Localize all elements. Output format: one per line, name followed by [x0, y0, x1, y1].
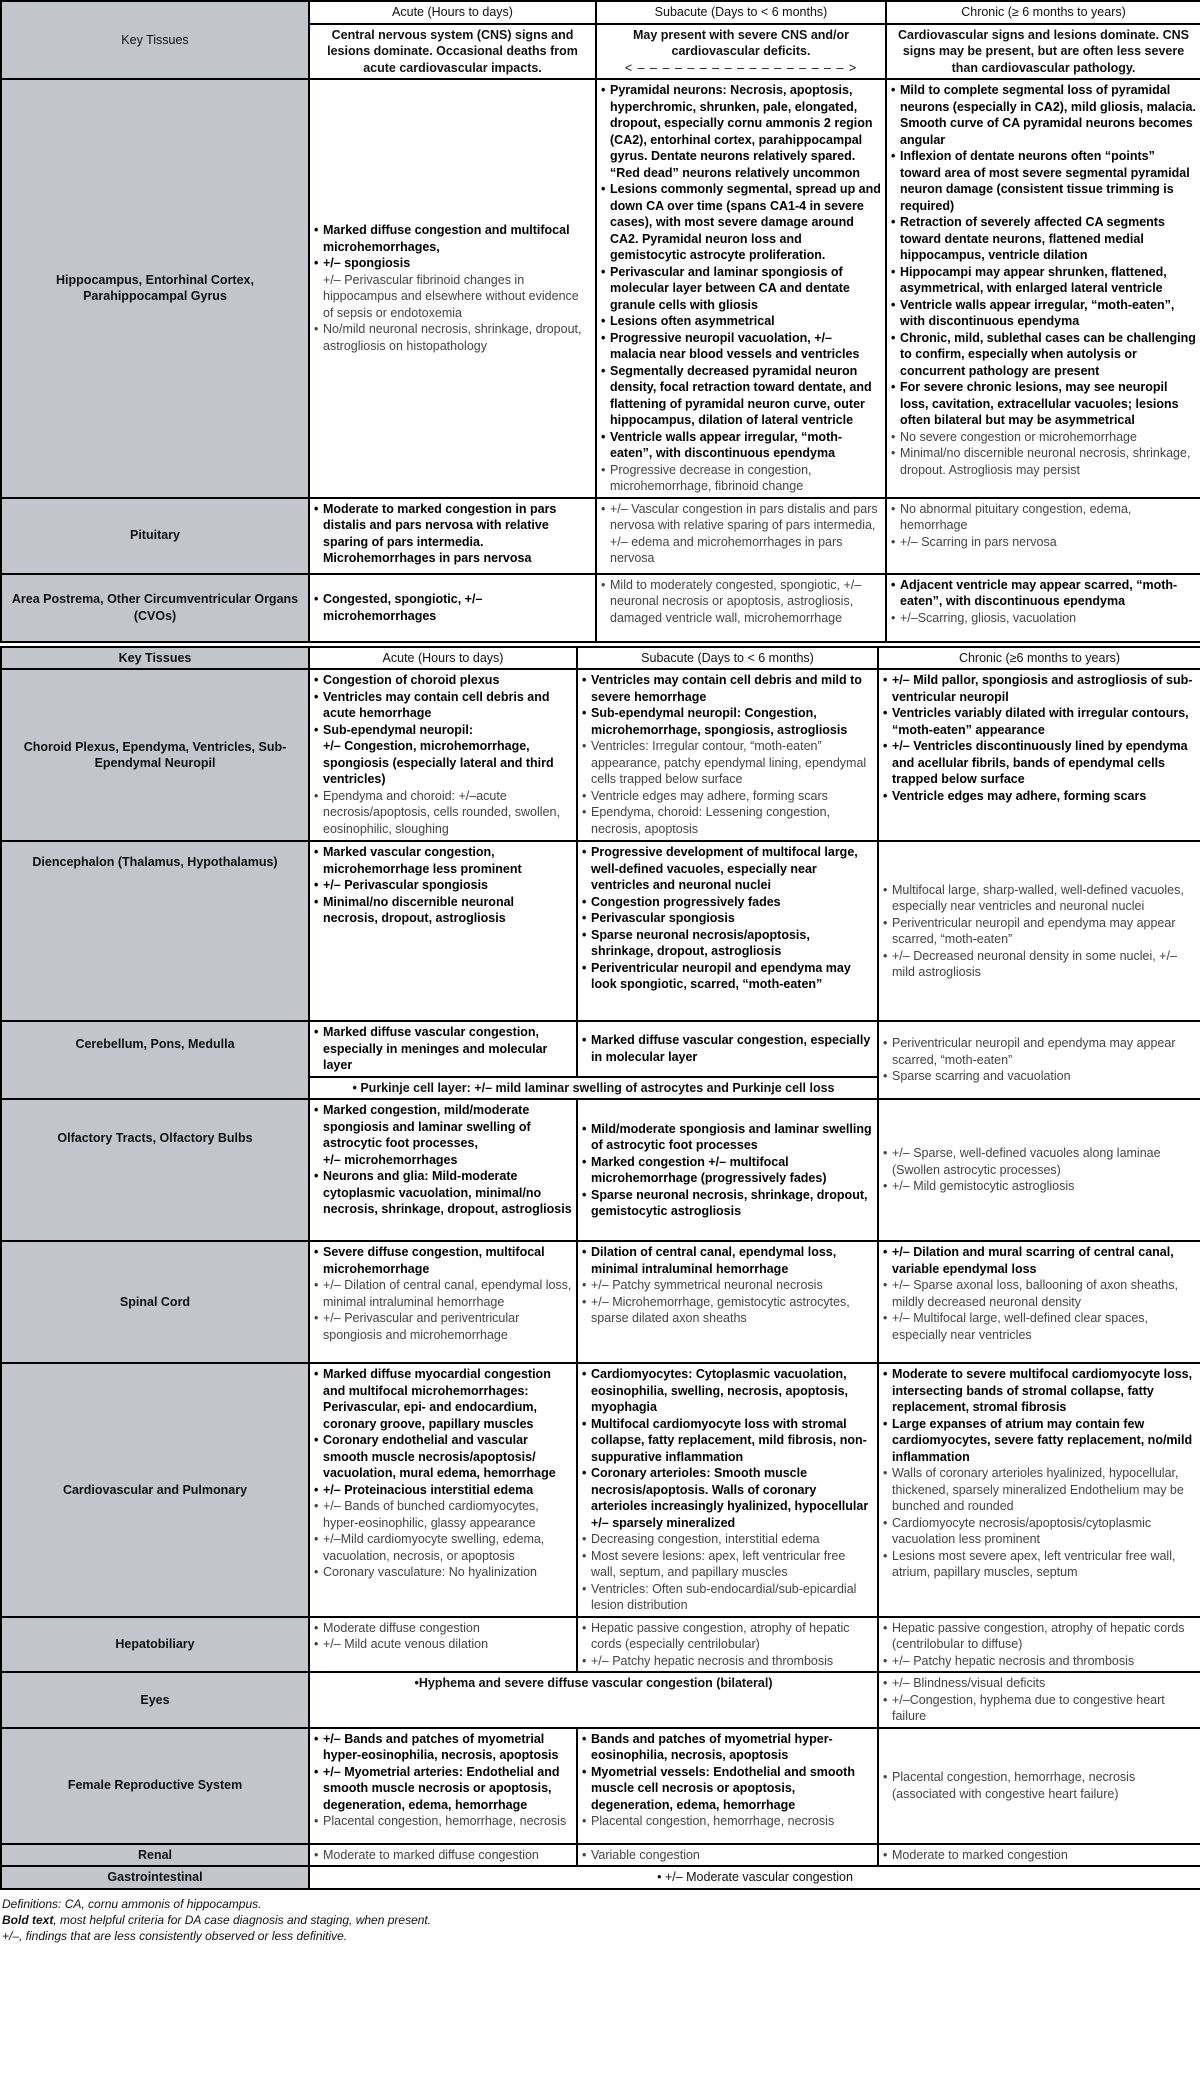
finding-list	[314, 1731, 572, 1830]
finding-item: • Marked vascular congestion, microhemorrhage less prominent	[314, 844, 572, 877]
cell-gastro-span: • +/– Moderate vascular congestion	[309, 1866, 1200, 1889]
finding-list	[883, 1769, 1196, 1802]
cell-choroid-subacute	[577, 669, 878, 841]
header2-key-tissues: Key Tissues	[1, 647, 309, 670]
finding-list	[582, 1121, 873, 1220]
finding-list	[883, 1675, 1196, 1725]
cell-diencephalon-subacute	[577, 841, 878, 1021]
cell-cardio-acute	[309, 1363, 577, 1617]
finding-item: • Progressive neuropil vacuolation, +/– malacia near blood vessels and ventricles	[601, 330, 881, 363]
cell-eyes-span: •Hyphema and severe diffuse vascular congestion (bilateral)	[309, 1672, 878, 1728]
finding-item: • Congested, spongiotic, +/– microhemorrhages	[314, 591, 591, 624]
finding-item: • Marked diffuse vascular congestion, especially in meninges and molecular layer	[314, 1024, 572, 1074]
cell-olfactory-subacute	[577, 1099, 878, 1241]
finding-item: • Variable congestion	[582, 1847, 873, 1864]
cell-spinal-acute	[309, 1241, 577, 1363]
finding-list	[314, 844, 572, 927]
finding-item: • +/–Mild cardiomyocyte swelling, edema, vacuolation, necrosis, or apoptosis	[314, 1531, 572, 1564]
finding-list	[883, 1847, 1196, 1864]
table-part-2	[0, 646, 1200, 1890]
finding-item: • Sparse scarring and vacuolation	[883, 1068, 1196, 1085]
finding-item: • +/– Bands and patches of myometrial hyper-eosinophilia, necrosis, apoptosis	[314, 1731, 572, 1764]
row-pituitary	[1, 498, 1200, 574]
tissue-cerebellum: Cerebellum, Pons, Medulla	[1, 1021, 309, 1099]
finding-item: • +/– Vascular congestion in pars distalis and pars nervosa with relative sparing of pars intermedia, +/– edema and microhemorrhages in pars nervosa	[601, 501, 881, 567]
finding-item: • +/– Decreased neuronal density in some nuclei, +/– mild astrogliosis	[883, 948, 1196, 981]
finding-item: • +/– Mild gemistocytic astrogliosis	[883, 1178, 1196, 1195]
row-diencephalon	[1, 841, 1200, 1021]
tissue-olfactory: Olfactory Tracts, Olfactory Bulbs	[1, 1099, 309, 1241]
finding-list	[582, 1847, 873, 1864]
finding-item: • Mild to complete segmental loss of pyramidal neurons (especially in CA2), mild gliosis, malacia. Smooth curve of CA pyramidal neurons becomes angular	[891, 82, 1196, 148]
cell-spinal-chronic	[878, 1241, 1200, 1363]
subacute-arrow: < – – – – – – – – – – – – – – – – – >	[624, 60, 858, 75]
finding-item: • +/–Congestion, hyphema due to congestive heart failure	[883, 1692, 1196, 1725]
finding-item: • Cardiomyocytes: Cytoplasmic vacuolation, eosinophilia, swelling, necrosis, apoptosis, myophagia	[582, 1366, 873, 1416]
finding-item: • Placental congestion, hemorrhage, necrosis	[582, 1813, 873, 1830]
finding-list	[582, 1032, 873, 1065]
finding-item: • Pyramidal neurons: Necrosis, apoptosis, hyperchromic, shrunken, pale, elongated, dropout, especially cornu ammonis 2 region (CA2), entorhinal cortex, parahippocampal gyrus. Dentate neurons relatively spared. “Red dead” neurons relatively uncommon	[601, 82, 881, 181]
finding-item: • +/–Scarring, gliosis, vacuolation	[891, 610, 1196, 627]
row-female	[1, 1728, 1200, 1844]
finding-list	[582, 1620, 873, 1670]
header-chronic-note: Cardiovascular signs and lesions dominate. CNS signs may be present, but are often less severe than cardiovascular pathology.	[886, 24, 1200, 80]
finding-item: • Ependyma and choroid: +/–acute necrosis/apoptosis, cells rounded, swollen, eosinophilic, sloughing	[314, 788, 572, 838]
cell-cerebellum-subacute	[577, 1021, 878, 1077]
finding-list	[601, 82, 881, 495]
row-cardio	[1, 1363, 1200, 1617]
finding-item: • Bands and patches of myometrial hyper-eosinophilia, necrosis, apoptosis	[582, 1731, 873, 1764]
finding-item: • Periventricular neuropil and ependyma may appear scarred, “moth-eaten”	[883, 1035, 1196, 1068]
finding-list	[314, 501, 591, 567]
finding-item: • Periventricular neuropil and ependyma may look spongiotic, scarred, “moth-eaten”	[582, 960, 873, 993]
row-hepato	[1, 1617, 1200, 1673]
tissue-choroid: Choroid Plexus, Ependyma, Ventricles, Sub-Ependymal Neuropil	[1, 669, 309, 841]
finding-item: • Coronary arterioles: Smooth muscle necrosis/apoptosis. Walls of coronary arterioles increasingly hyalinized, hypocellular	[582, 1465, 873, 1515]
footnotes	[0, 1890, 1200, 1945]
cell-hepato-acute	[309, 1617, 577, 1673]
finding-item: • Moderate to severe multifocal cardiomyocyte loss, intersecting bands of stromal collapse, fatty replacement, stromal fibrosis	[883, 1366, 1196, 1416]
finding-item: • Walls of coronary arterioles hyalinized, hypocellular, thickened, sparsely mineralized Endothelium may be bunched and rounded	[883, 1465, 1196, 1515]
finding-item: • Coronary endothelial and vascular smooth muscle necrosis/apoptosis/ vacuolation, mural edema, hemorrhage	[314, 1432, 572, 1482]
finding-item: • Ventricles may contain cell debris and acute hemorrhage	[314, 689, 572, 722]
finding-item: • Dilation of central canal, ependymal loss, minimal intraluminal hemorrhage	[582, 1244, 873, 1277]
finding-list	[582, 1244, 873, 1327]
cell-female-chronic	[878, 1728, 1200, 1844]
cell-olfactory-acute	[309, 1099, 577, 1241]
table-part-1	[0, 0, 1200, 643]
tissue-gastro: Gastrointestinal	[1, 1866, 309, 1889]
finding-item: • Ventricle walls appear irregular, “moth-eaten”, with discontinuous ependyma	[601, 429, 881, 462]
finding-item: +/– sparsely mineralized	[591, 1515, 736, 1530]
row-cerebellum	[1, 1021, 1200, 1077]
cell-hippocampus-subacute	[596, 79, 886, 498]
tissue-area-postrema: Area Postrema, Other Circumventricular Organs (CVOs)	[1, 574, 309, 642]
cell-hepato-subacute	[577, 1617, 878, 1673]
finding-item: • Marked congestion, mild/moderate spongiosis and laminar swelling of astrocytic foot processes,	[314, 1102, 572, 1152]
cell-area-postrema-subacute	[596, 574, 886, 642]
tissue-eyes: Eyes	[1, 1672, 309, 1728]
cell-renal-acute	[309, 1844, 577, 1867]
finding-item: • +/– Scarring in pars nervosa	[891, 534, 1196, 551]
finding-item: • Coronary vasculature: No hyalinization	[314, 1564, 572, 1581]
row-renal	[1, 1844, 1200, 1867]
finding-list	[314, 1244, 572, 1343]
finding-item: • +/– Perivascular and periventricular spongiosis and microhemorrhage	[314, 1310, 572, 1343]
finding-item: • Neurons and glia: Mild-moderate cytoplasmic vacuolation, minimal/no necrosis, shrinkage, dropout, astrogliosis	[314, 1168, 572, 1218]
cell-hippocampus-chronic	[886, 79, 1200, 498]
finding-item: • Ventricles: Irregular contour, “moth-eaten” appearance, patchy ependymal lining, ependymal cells trapped below surface	[582, 738, 873, 788]
finding-list	[883, 672, 1196, 804]
cell-choroid-chronic	[878, 669, 1200, 841]
cell-pituitary-subacute	[596, 498, 886, 574]
tissue-hepato: Hepatobiliary	[1, 1617, 309, 1673]
row-eyes	[1, 1672, 1200, 1728]
finding-item: • Large expanses of atrium may contain few cardiomyocytes, severe fatty replacement, no/mild inflammation	[883, 1416, 1196, 1466]
finding-item: • Minimal/no discernible neuronal necrosis, shrinkage, dropout. Astrogliosis may persist	[891, 445, 1196, 478]
finding-item: • Severe diffuse congestion, multifocal microhemorrhage	[314, 1244, 572, 1277]
finding-list	[314, 1366, 572, 1581]
header-key-tissues: Key Tissues	[1, 1, 309, 79]
finding-item: • +/– Proteinacious interstitial edema	[314, 1482, 572, 1499]
finding-list	[883, 1366, 1196, 1581]
finding-item: • Segmentally decreased pyramidal neuron density, focal retraction toward dentate, and flattening of pyramidal neuron curve, outer hippocampus, dilation of lateral ventricle	[601, 363, 881, 429]
finding-item: • Moderate diffuse congestion	[314, 1620, 572, 1637]
finding-item: • +/– Ventricles discontinuously lined by ependyma and acellular fibrils, bands of ependymal cells trapped below surface	[883, 738, 1196, 788]
finding-item: • +/– Perivascular spongiosis	[314, 877, 572, 894]
row-olfactory	[1, 1099, 1200, 1241]
finding-item: • Periventricular neuropil and ependyma may appear scarred, “moth-eaten”	[883, 915, 1196, 948]
row-hippocampus	[1, 79, 1200, 498]
tissue-renal: Renal	[1, 1844, 309, 1867]
finding-list	[582, 844, 873, 993]
finding-item: • +/– Microhemorrhage, gemistocytic astrocytes, sparse dilated axon sheaths	[582, 1294, 873, 1327]
finding-list	[883, 1035, 1196, 1085]
finding-list	[582, 1366, 873, 1614]
finding-item: • +/– Multifocal large, well-defined clear spaces, especially near ventricles	[883, 1310, 1196, 1343]
cell-renal-chronic	[878, 1844, 1200, 1867]
finding-item: • Hepatic passive congestion, atrophy of hepatic cords (centrilobular to diffuse)	[883, 1620, 1196, 1653]
finding-item: • Marked diffuse myocardial congestion and multifocal microhemorrhages: Perivascular, epi- and endocardium, coronary groove, papillary muscles	[314, 1366, 572, 1432]
finding-list	[891, 501, 1196, 551]
finding-list	[891, 577, 1196, 627]
finding-item: • +/– Patchy hepatic necrosis and thrombosis	[582, 1653, 873, 1670]
finding-list	[314, 1847, 572, 1864]
finding-item: • Lesions often asymmetrical	[601, 313, 881, 330]
finding-list	[314, 1102, 572, 1218]
finding-item: • +/– Mild pallor, spongiosis and astrogliosis of sub-ventricular neuropil	[883, 672, 1196, 705]
finding-item: • Ventricle walls appear irregular, “moth-eaten”, with discontinuous ependyma	[891, 297, 1196, 330]
finding-item: • Ventricles: Often sub-endocardial/sub-epicardial lesion distribution	[582, 1581, 873, 1614]
finding-item: • +/– Sparse axonal loss, ballooning of axon sheaths, mildly decreased neuronal density	[883, 1277, 1196, 1310]
finding-item: • Perivascular and laminar spongiosis of molecular layer between CA and dentate granule cells with gliosis	[601, 264, 881, 314]
cell-renal-subacute	[577, 1844, 878, 1867]
finding-list	[883, 1145, 1196, 1195]
finding-list	[314, 591, 591, 624]
finding-item: • Ventricles variably dilated with irregular contours, “moth-eaten” appearance	[883, 705, 1196, 738]
finding-item: • +/– spongiosis	[314, 255, 591, 272]
cell-olfactory-chronic	[878, 1099, 1200, 1241]
finding-item: • Placental congestion, hemorrhage, necrosis	[314, 1813, 572, 1830]
finding-list	[601, 577, 881, 627]
finding-item: • Placental congestion, hemorrhage, necrosis (associated with congestive heart failure)	[883, 1769, 1196, 1802]
tissue-spinal: Spinal Cord	[1, 1241, 309, 1363]
cell-hippocampus-acute	[309, 79, 596, 498]
cell-purkinje-span: • Purkinje cell layer: +/– mild laminar swelling of astrocytes and Purkinje cell loss	[309, 1077, 878, 1100]
header-acute: Acute (Hours to days)	[309, 1, 596, 24]
table2-header-row	[1, 647, 1200, 670]
finding-item: • Marked diffuse vascular congestion, especially in molecular layer	[582, 1032, 873, 1065]
finding-item: • Most severe lesions: apex, left ventricular free wall, septum, and papillary muscles	[582, 1548, 873, 1581]
cell-diencephalon-chronic	[878, 841, 1200, 1021]
finding-list	[883, 1620, 1196, 1670]
cell-female-acute	[309, 1728, 577, 1844]
cell-choroid-acute	[309, 669, 577, 841]
cell-cerebellum-chronic	[878, 1021, 1200, 1099]
finding-list	[601, 501, 881, 567]
cell-pituitary-chronic	[886, 498, 1200, 574]
finding-list	[314, 1620, 572, 1653]
finding-item: • No abnormal pituitary congestion, edema, hemorrhage	[891, 501, 1196, 534]
footnote-definitions: Definitions: CA, cornu ammonis of hippocampus.	[2, 1896, 262, 1911]
finding-list	[314, 672, 572, 837]
finding-item: • Chronic, mild, sublethal cases can be challenging to confirm, especially when autolysis or concurrent pathology are present	[891, 330, 1196, 380]
finding-item: • Sub-ependymal neuropil: Congestion, microhemorrhage, spongiosis, astrogliosis	[582, 705, 873, 738]
finding-list	[582, 1731, 873, 1830]
header-subacute: Subacute (Days to < 6 months)	[596, 1, 886, 24]
finding-item: • Cardiomyocyte necrosis/apoptosis/cytoplasmic vacuolation less prominent	[883, 1515, 1196, 1548]
header-chronic: Chronic (≥ 6 months to years)	[886, 1, 1200, 24]
cell-cerebellum-acute	[309, 1021, 577, 1077]
finding-item: • For severe chronic lesions, may see neuropil loss, cavitation, extracellular vacuoles; lesions often bilateral but may be asymmetrical	[891, 379, 1196, 429]
finding-item: • Sparse neuronal necrosis/apoptosis, shrinkage, dropout, astrogliosis	[582, 927, 873, 960]
finding-item: • Ventricles may contain cell debris and mild to severe hemorrhage	[582, 672, 873, 705]
tissue-cardio: Cardiovascular and Pulmonary	[1, 1363, 309, 1617]
finding-item: • Moderate to marked diffuse congestion	[314, 1847, 572, 1864]
finding-item: • +/– Blindness/visual deficits	[883, 1675, 1196, 1692]
finding-item: • Sparse neuronal necrosis, shrinkage, dropout, gemistocytic astrogliosis	[582, 1187, 873, 1220]
finding-item: • Multifocal large, sharp-walled, well-defined vacuoles, especially near ventricles and neuronal nuclei	[883, 882, 1196, 915]
row-area-postrema	[1, 574, 1200, 642]
finding-list	[883, 882, 1196, 981]
cell-diencephalon-acute	[309, 841, 577, 1021]
finding-item: • Moderate to marked congestion	[883, 1847, 1196, 1864]
cell-cardio-subacute	[577, 1363, 878, 1617]
finding-item: • Minimal/no discernible neuronal necrosis, dropout, astrogliosis	[314, 894, 572, 927]
row-choroid	[1, 669, 1200, 841]
tissue-pituitary: Pituitary	[1, 498, 309, 574]
finding-item: • Multifocal cardiomyocyte loss with stromal collapse, fatty replacement, mild fibrosis, non-suppurative inflammation	[582, 1416, 873, 1466]
finding-list	[314, 1024, 572, 1074]
row-gastro	[1, 1866, 1200, 1889]
finding-list	[883, 1244, 1196, 1343]
finding-item: • +/– Myometrial arteries: Endothelial and smooth muscle necrosis or apoptosis, degeneration, edema, hemorrhage	[314, 1764, 572, 1814]
row-spinal	[1, 1241, 1200, 1363]
header2-subacute: Subacute (Days to < 6 months)	[577, 647, 878, 670]
cell-pituitary-acute	[309, 498, 596, 574]
finding-item: • Sub-ependymal neuropil:	[314, 722, 572, 739]
cell-cardio-chronic	[878, 1363, 1200, 1617]
cell-spinal-subacute	[577, 1241, 878, 1363]
finding-item: • +/– Patchy hepatic necrosis and thrombosis	[883, 1653, 1196, 1670]
cell-area-postrema-acute	[309, 574, 596, 642]
finding-item: • +/– Dilation and mural scarring of central canal, variable ependymal loss	[883, 1244, 1196, 1277]
finding-list	[582, 672, 873, 837]
table1-header-row	[1, 1, 1200, 24]
finding-item: • Hepatic passive congestion, atrophy of hepatic cords (especially centrilobular)	[582, 1620, 873, 1653]
finding-item: • Ventricle edges may adhere, forming scars	[883, 788, 1196, 805]
finding-item: • Decreasing congestion, interstitial edema	[582, 1531, 873, 1548]
finding-item: • Marked diffuse congestion and multifocal microhemorrhages,	[314, 222, 591, 255]
cell-hepato-chronic	[878, 1617, 1200, 1673]
finding-item: • Lesions most severe apex, left ventricular free wall, atrium, papillary muscles, septum	[883, 1548, 1196, 1581]
finding-item: +/– Congestion, microhemorrhage, spongiosis (especially lateral and third ventricles)	[323, 739, 554, 786]
cell-female-subacute	[577, 1728, 878, 1844]
finding-item: • Hippocampi may appear shrunken, flattened, asymmetrical, with enlarged lateral ventricle	[891, 264, 1196, 297]
tissue-hippocampus: Hippocampus, Entorhinal Cortex, Parahippocampal Gyrus	[1, 79, 309, 498]
header2-chronic: Chronic (≥6 months to years)	[878, 647, 1200, 670]
finding-list	[891, 82, 1196, 478]
finding-item: • Retraction of severely affected CA segments toward dentate neurons, flattened medial hippocampus, ventricle dilation	[891, 214, 1196, 264]
cell-area-postrema-chronic	[886, 574, 1200, 642]
finding-item: • +/– Dilation of central canal, ependymal loss, minimal intraluminal hemorrhage	[314, 1277, 572, 1310]
finding-item: • Ependyma, choroid: Lessening congestion, necrosis, apoptosis	[582, 804, 873, 837]
tissue-diencephalon: Diencephalon (Thalamus, Hypothalamus)	[1, 841, 309, 1021]
finding-item: • +/– Patchy symmetrical neuronal necrosis	[582, 1277, 873, 1294]
finding-item: • No/mild neuronal necrosis, shrinkage, dropout, astrogliosis on histopathology	[314, 321, 591, 354]
finding-item: • Moderate to marked congestion in pars distalis and pars nervosa with relative sparing of pars intermedia. Microhemorrhages in pars nervosa	[314, 501, 591, 567]
header-acute-note: Central nervous system (CNS) signs and lesions dominate. Occasional deaths from acute cardiovascular impacts.	[309, 24, 596, 80]
finding-item: • Progressive development of multifocal large, well-defined vacuoles, especially near ventricles and neuronal nuclei	[582, 844, 873, 894]
header-subacute-note: May present with severe CNS and/or cardiovascular deficits. < – – – – – – – – – – – – – – – – – >	[596, 24, 886, 80]
finding-item: • No severe congestion or microhemorrhage	[891, 429, 1196, 446]
finding-item: • Progressive decrease in congestion, microhemorrhage, fibrinoid change	[601, 462, 881, 495]
footnote-bold: Bold text, most helpful criteria for DA case diagnosis and staging, when present.	[2, 1912, 432, 1927]
finding-item: • +/– Mild acute venous dilation	[314, 1636, 572, 1653]
finding-item: • Mild/moderate spongiosis and laminar swelling of astrocytic foot processes	[582, 1121, 873, 1154]
finding-item: +/– microhemorrhages	[323, 1152, 458, 1167]
cell-eyes-chronic	[878, 1672, 1200, 1728]
finding-item: • Congestion of choroid plexus	[314, 672, 572, 689]
finding-item: • Ventricle edges may adhere, forming scars	[582, 788, 873, 805]
finding-item: • Mild to moderately congested, spongiotic, +/– neuronal necrosis or apoptosis, astrogliosis, damaged ventricle wall, microhemorrhage	[601, 577, 881, 627]
finding-item: • Myometrial vessels: Endothelial and smooth muscle cell necrosis or apoptosis, degeneration, edema, hemorrhage	[582, 1764, 873, 1814]
finding-item: • Perivascular spongiosis	[582, 910, 873, 927]
header2-acute: Acute (Hours to days)	[309, 647, 577, 670]
finding-item: +/– Perivascular fibrinoid changes in hippocampus and elsewhere without evidence of sepsis or endotoxemia	[323, 272, 579, 320]
footnote-plusminus: +/–, findings that are less consistently observed or less definitive.	[2, 1928, 348, 1943]
finding-item: • Marked congestion +/– multifocal microhemorrhage (progressively fades)	[582, 1154, 873, 1187]
finding-item: • Inflexion of dentate neurons often “points” toward area of most severe segmental pyramidal neuron damage (consistent tissue trimming is required)	[891, 148, 1196, 214]
finding-item: • Congestion progressively fades	[582, 894, 873, 911]
finding-item: • +/– Sparse, well-defined vacuoles along laminae (Swollen astrocytic processes)	[883, 1145, 1196, 1178]
finding-item: • Lesions commonly segmental, spread up and down CA over time (spans CA1-4 in severe cases), with most severe damage around CA2. Pyramidal neuron loss and gemistocytic astrocyte proliferation.	[601, 181, 881, 264]
finding-item: • Adjacent ventricle may appear scarred, “moth-eaten”, with discontinuous ependyma	[891, 577, 1196, 610]
tissue-female: Female Reproductive System	[1, 1728, 309, 1844]
finding-list	[314, 222, 591, 354]
finding-item: • +/– Bands of bunched cardiomyocytes, hyper-eosinophilic, glassy appearance	[314, 1498, 572, 1531]
